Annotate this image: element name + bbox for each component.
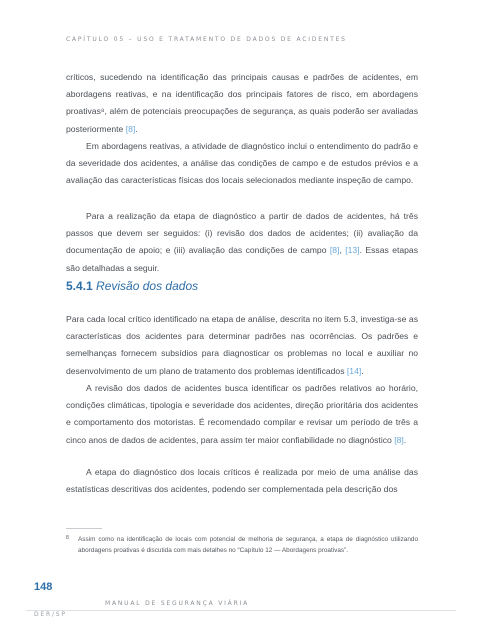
paragraph-text: , além de potenciais preocupações de segurança, as quais poderão ser avaliadas posteriormente [66,106,418,134]
paragraph-1 [66,69,418,138]
paragraph-6: A etapa do diagnóstico dos locais críticos é realizada por meio de uma análise das estatísticas descritivas dos acidentes, podendo ser complementada pela descrição dos [66,467,418,495]
paragraph-5 [66,380,418,449]
citation-link[interactable]: [8] [394,434,404,445]
paragraph-2: Em abordagens reativas, a atividade de diagnóstico inclui o entendimento do padrão e da severidade dos acidentes, a análise das condições de campo e de estudos prévios e a avaliação das características físicas dos locais selecionados mediante inspeção de campo. [66,141,418,186]
paragraph-text: . [403,434,407,445]
paragraph-text: Para cada local crítico identificado na etapa de análise, descrita no item 5.3, investiga-se as características dos acidentes para determinar padrões nas ocorrências. Os padrões e semelhanças fornecem subsídios para diagnosticar os problemas no local e auxiliar no desenvolvimento de um plano de tratamento dos problemas identificados [66,314,418,376]
section-number: 5.4.1 [66,279,93,293]
paragraph-3 [66,208,418,277]
footnote-divider [66,528,102,529]
footer-organization: DER/SP [34,611,67,618]
footer-divider [26,610,456,611]
paragraph-text: , [339,245,346,256]
citation-link[interactable]: [14] [346,365,362,376]
citation-link[interactable]: [13] [345,245,360,256]
citation-link[interactable]: [8] [329,245,340,256]
footnote-text: Assim como na identificação de locais com potencial de melhoria de segurança, a etapa de diagnóstico utilizando abordagens proativas é discutida com mais detalhes no “Capítulo 12 — Abordagens proativas”. [78,536,418,554]
paragraph-4 [66,311,418,380]
paragraph-text: críticos, sucedendo na identificação das principais causas e padrões de acidentes, em abordagens reativas, e na identificação dos principais fatores de risco, em abordagens proativas [66,72,418,117]
footnote-reference[interactable]: ⁸ [100,106,105,117]
footnote-mark: 8 [66,535,69,541]
footer-book-title: MANUAL DE SEGURANÇA VIÁRIA [105,600,250,607]
section-heading [66,279,198,293]
paragraph-text: . [361,365,364,376]
paragraph-text: A revisão dos dados de acidentes busca identificar os padrões relativos ao horário, condições climáticas, tipologia e severidade dos acidentes, direção prioritária dos acidentes e comportamento dos motoristas. É recomendado compilar e revisar um período de três a cinco anos de dados de acidentes, para assim ter maior confiabilidade no diagnóstico [66,383,418,445]
paragraph-text: . Essas etapas são detalhadas a seguir. [66,245,419,273]
footnote [66,535,418,556]
paragraph-text: Para a realização da etapa de diagnóstico a partir de dados de acidentes, há três passos que devem ser seguidos: (i) revisão dos dados de acidentes; (ii) avaliação da documentação de apoio; e (iii) avaliação das condições de campo [66,211,418,256]
paragraph-text: . [135,123,138,134]
citation-link[interactable]: [8] [125,123,136,134]
page-number: 148 [34,581,53,593]
section-title: Revisão dos dados [96,279,199,293]
running-header: CAPÍTULO 05 – USO E TRATAMENTO DE DADOS DE ACIDENTES [66,36,347,43]
